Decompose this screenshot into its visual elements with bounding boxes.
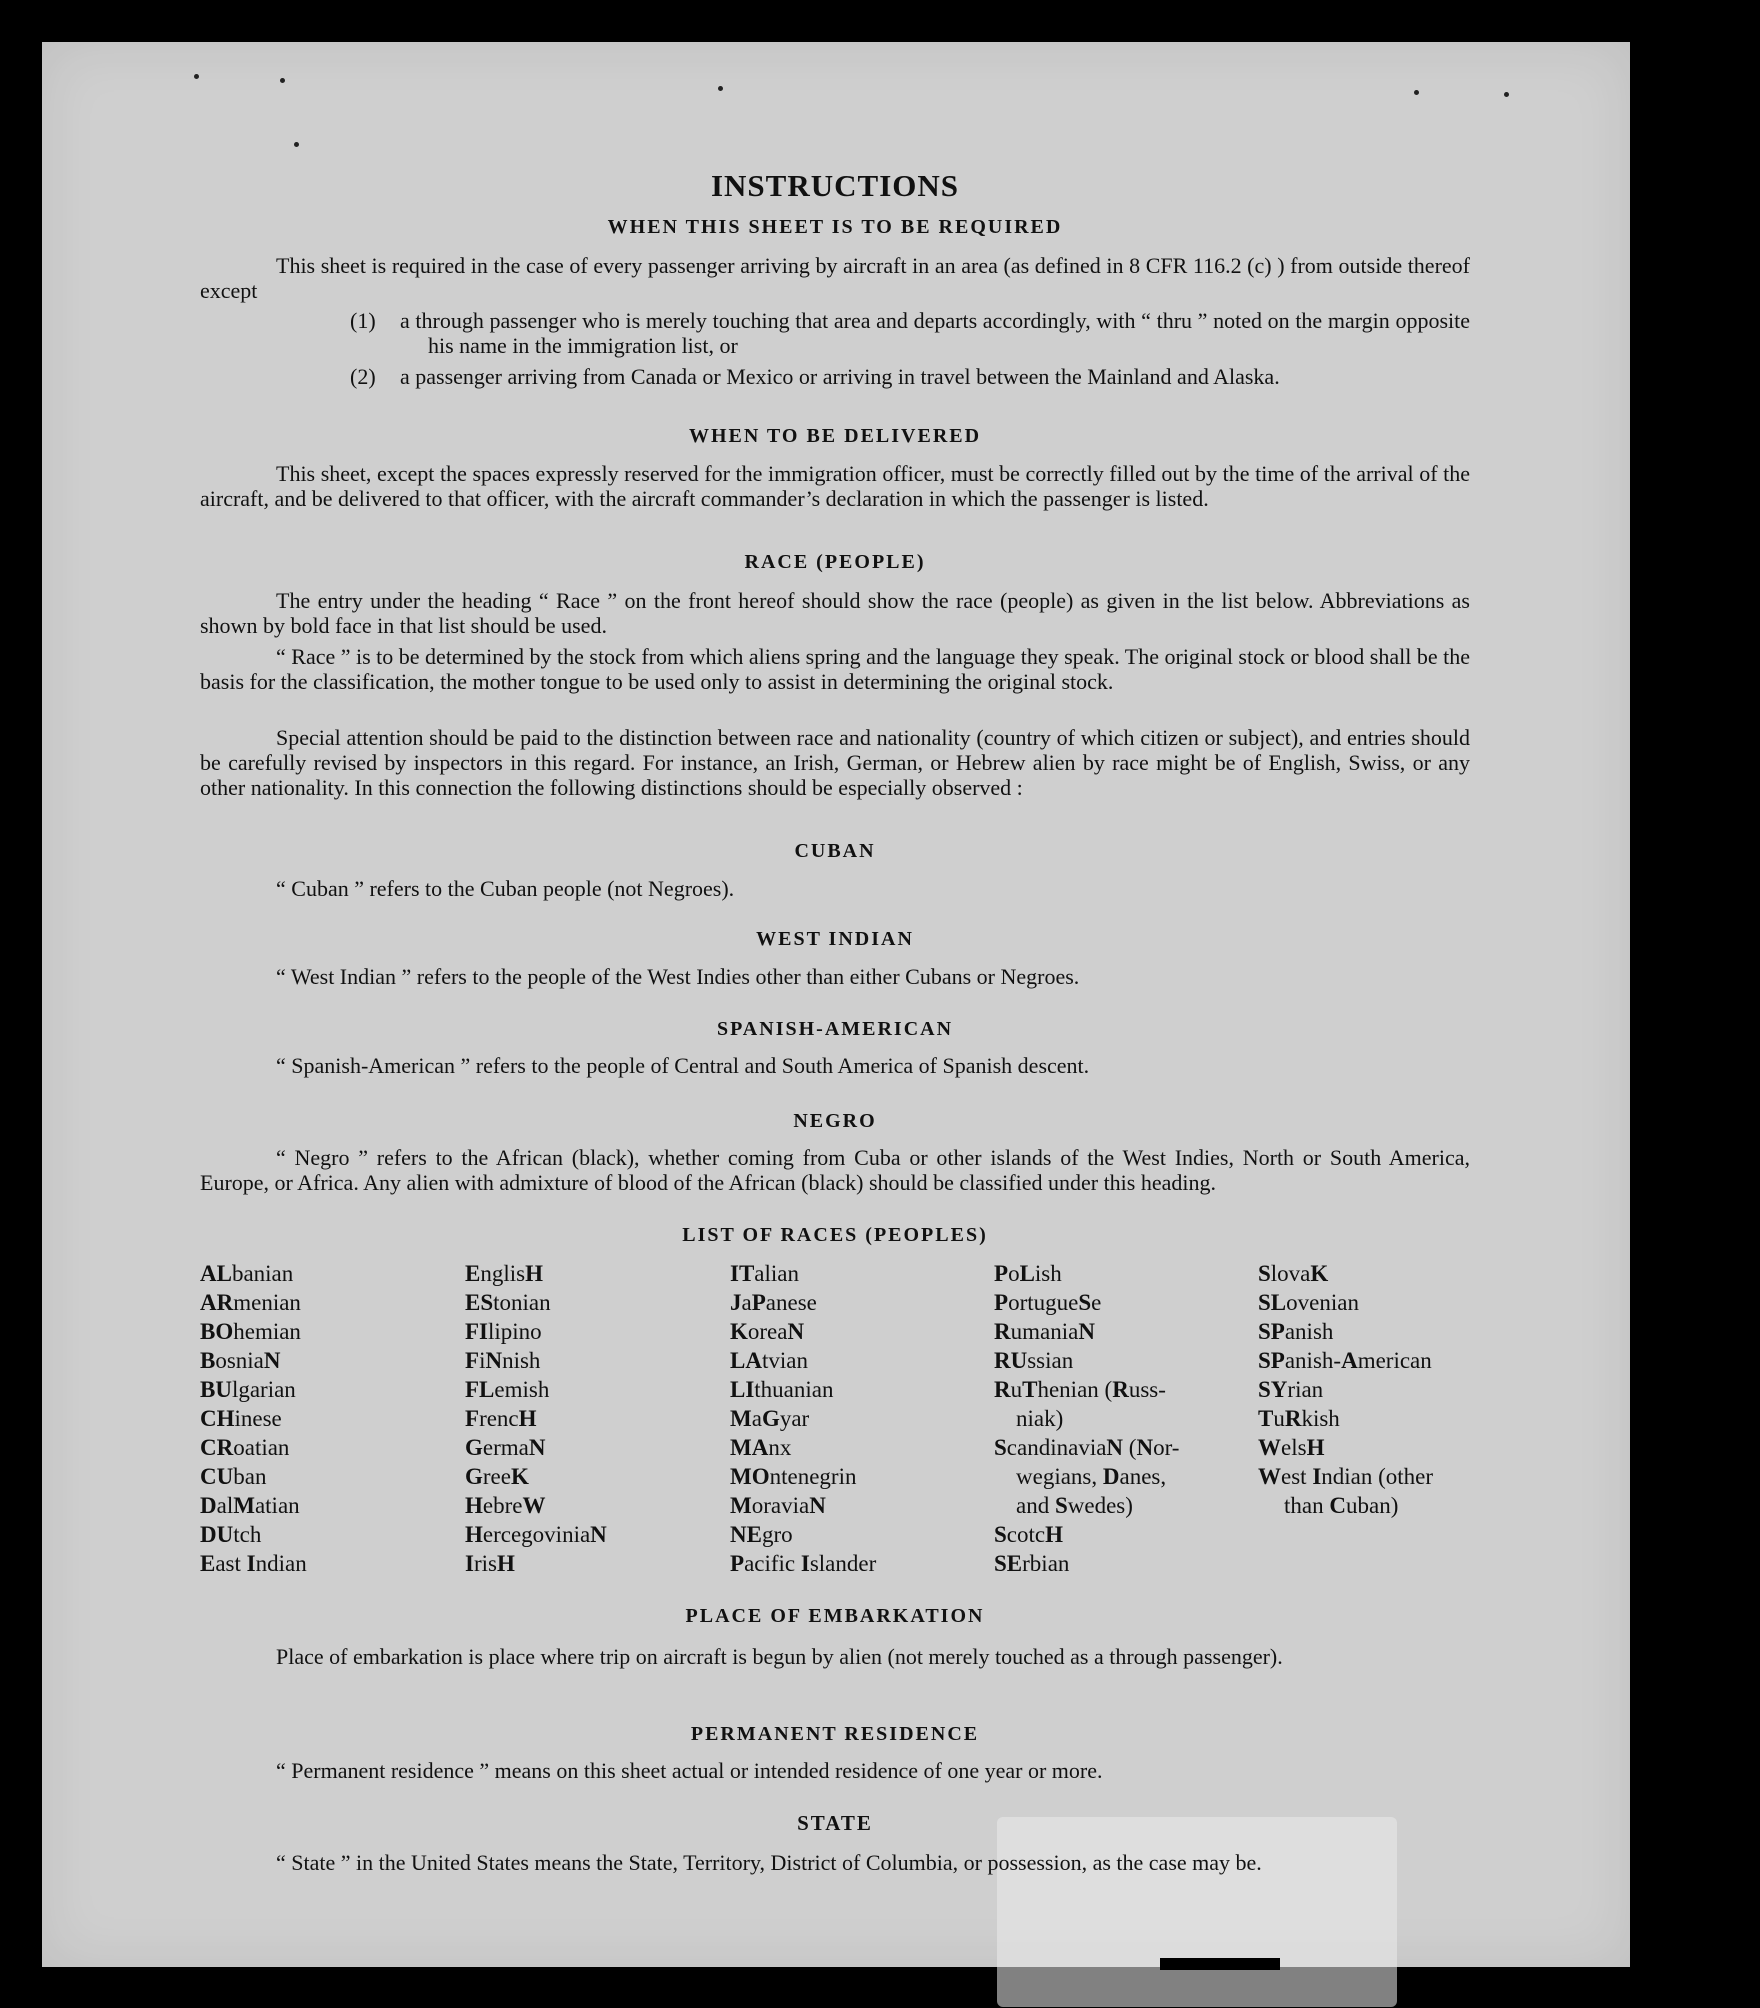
race-entry: ALbanian <box>200 1261 294 1286</box>
item-text: a passenger arriving from Canada or Mexico or arriving in travel between the Mainland and Alaska. <box>400 364 1280 389</box>
race-entry: PortugueSe <box>994 1290 1102 1315</box>
race-entry: CRoatian <box>200 1435 290 1460</box>
race-entry: ARmenian <box>200 1290 301 1315</box>
race-entry: SYrian <box>1258 1377 1324 1402</box>
page-title: INSTRUCTIONS <box>710 168 959 203</box>
paragraph: “ State ” in the United States means the State, Territory, District of Columbia, or possession, as the case may be. <box>276 1850 1262 1875</box>
section-heading: SPANISH-AMERICAN <box>716 1018 954 1040</box>
race-entry: SlovaK <box>1258 1261 1329 1286</box>
race-entry: BOhemian <box>200 1319 301 1344</box>
paragraph: “ Cuban ” refers to the Cuban people (not Negroes). <box>276 876 735 901</box>
race-entry: HercegoviniaN <box>465 1522 607 1547</box>
races-column <box>994 1259 1254 1578</box>
races-column <box>465 1259 725 1578</box>
section-heading: LIST OF RACES (PEOPLES) <box>682 1224 988 1246</box>
item-number: (2) <box>350 364 376 389</box>
race-entry: NEgro <box>730 1522 793 1547</box>
race-entry: BosniaN <box>200 1348 281 1373</box>
paragraph: This sheet is required in the case of every passenger arriving by aircraft in an area (as defined in 8 CFR 116.2 (c) ) from outside thereof except <box>200 253 1470 303</box>
race-entry: DalMatian <box>200 1493 300 1518</box>
race-entry: BUlgarian <box>200 1377 296 1402</box>
race-entry: West Indian (other <box>1258 1464 1434 1489</box>
races-list <box>200 1259 1490 1579</box>
race-entry: wegians, Danes, <box>1016 1464 1167 1489</box>
race-entry: niak) <box>1016 1406 1064 1431</box>
race-entry: LAtvian <box>730 1348 808 1373</box>
race-entry: MAnx <box>730 1435 792 1460</box>
races-column <box>1258 1259 1518 1520</box>
paragraph: “ West Indian ” refers to the people of the West Indies other than either Cubans or Negroes. <box>276 964 1080 989</box>
race-entry: ScandinaviaN (Nor- <box>994 1435 1180 1460</box>
paragraph: “ Negro ” refers to the African (black), whether coming from Cuba or other islands of the West Indies, North or South America, Europe, or Africa. Any alien with admixture of blood of the African (black) should be classified under this heading. <box>200 1145 1470 1195</box>
item-text: a through passenger who is merely touching that area and departs accordingly, with “ thru ” noted on the margin opposite his name in the immigration list, or <box>400 308 1470 358</box>
race-entry: SErbian <box>994 1551 1070 1576</box>
race-entry: EStonian <box>465 1290 551 1315</box>
race-entry: CUban <box>200 1464 267 1489</box>
paragraph: “ Permanent residence ” means on this sheet actual or intended residence of one year or more. <box>276 1758 1103 1783</box>
race-entry: GermaN <box>465 1435 546 1460</box>
paragraph: “ Race ” is to be determined by the stock from which aliens spring and the language they speak. The original stock or blood shall be the basis for the classification, the mother tongue to be used only to assist in determining the original stock. <box>200 644 1470 694</box>
race-entry: IrisH <box>465 1551 515 1576</box>
speck <box>294 142 299 147</box>
race-entry: Pacific Islander <box>730 1551 877 1576</box>
speck <box>718 86 723 91</box>
paragraph: The entry under the heading “ Race ” on the front hereof should show the race (people) as given in the list below. Abbreviations as shown by bold face in that list should be used. <box>200 588 1470 638</box>
race-entry: GreeK <box>465 1464 529 1489</box>
paragraph: This sheet, except the spaces expressly reserved for the immigration officer, must be correctly filled out by the time of the arrival of the aircraft, and be delivered to that officer, with the aircraft commander’s declaration in which the passenger is listed. <box>200 461 1470 511</box>
race-entry: FiNnish <box>465 1348 541 1373</box>
race-entry: CHinese <box>200 1406 282 1431</box>
race-entry: East Indian <box>200 1551 307 1576</box>
race-entry: SPanish <box>1258 1319 1334 1344</box>
race-entry: SLovenian <box>1258 1290 1359 1315</box>
races-column <box>730 1259 990 1578</box>
section-heading: NEGRO <box>793 1110 877 1132</box>
item-number: (1) <box>350 308 376 333</box>
race-entry: RuThenian (Russ- <box>994 1377 1166 1402</box>
race-entry: WelsH <box>1258 1435 1325 1460</box>
speck <box>194 74 199 79</box>
race-entry: ScotcH <box>994 1522 1063 1547</box>
paper-tear <box>1160 1958 1280 1970</box>
race-entry: HebreW <box>465 1493 546 1518</box>
race-entry: than Cuban) <box>1284 1493 1399 1518</box>
race-entry: ITalian <box>730 1261 799 1286</box>
race-entry: MaGyar <box>730 1406 810 1431</box>
race-entry: EnglisH <box>465 1261 543 1286</box>
paragraph: Special attention should be paid to the distinction between race and nationality (country of which citizen or subject), and entries should be carefully revised by inspectors in this regard. For instance, an Irish, German, or Hebrew alien by race might be of English, Swiss, or any other nationality. In this connection the following distinctions should be especially observed : <box>200 725 1470 800</box>
race-entry: MOntenegrin <box>730 1464 857 1489</box>
races-column <box>200 1259 460 1578</box>
race-entry: and Swedes) <box>1016 1493 1133 1518</box>
section-heading: WHEN TO BE DELIVERED <box>688 425 982 447</box>
section-heading: WEST INDIAN <box>756 928 914 950</box>
list-item <box>350 364 1470 389</box>
race-entry: RumaniaN <box>994 1319 1095 1344</box>
section-heading: WHEN THIS SHEET IS TO BE REQUIRED <box>607 216 1063 238</box>
speck <box>1414 90 1419 95</box>
race-entry: KoreaN <box>730 1319 805 1344</box>
race-entry: FLemish <box>465 1377 550 1402</box>
list-item <box>350 308 1470 358</box>
section-heading: PERMANENT RESIDENCE <box>690 1723 980 1745</box>
speck <box>280 78 285 83</box>
race-entry: JaPanese <box>730 1290 817 1315</box>
section-heading: PLACE OF EMBARKATION <box>685 1605 985 1627</box>
race-entry: MoraviaN <box>730 1493 826 1518</box>
race-entry: TuRkish <box>1258 1406 1340 1431</box>
race-entry: RUssian <box>994 1348 1074 1373</box>
race-entry: FIlipino <box>465 1319 542 1344</box>
section-heading: STATE <box>797 1811 873 1835</box>
race-entry: DUtch <box>200 1522 262 1547</box>
section-heading: CUBAN <box>794 840 876 862</box>
race-entry: FrencH <box>465 1406 537 1431</box>
paragraph: Place of embarkation is place where trip on aircraft is begun by alien (not merely touched as a through passenger). <box>276 1644 1283 1669</box>
race-entry: SPanish-American <box>1258 1348 1432 1373</box>
paragraph: “ Spanish-American ” refers to the people of Central and South America of Spanish descent. <box>276 1053 1090 1078</box>
speck <box>1504 92 1509 97</box>
section-heading: RACE (PEOPLE) <box>744 551 926 573</box>
race-entry: PoLish <box>994 1261 1062 1286</box>
race-entry: LIthuanian <box>730 1377 834 1402</box>
paper-stain <box>997 1817 1397 2007</box>
